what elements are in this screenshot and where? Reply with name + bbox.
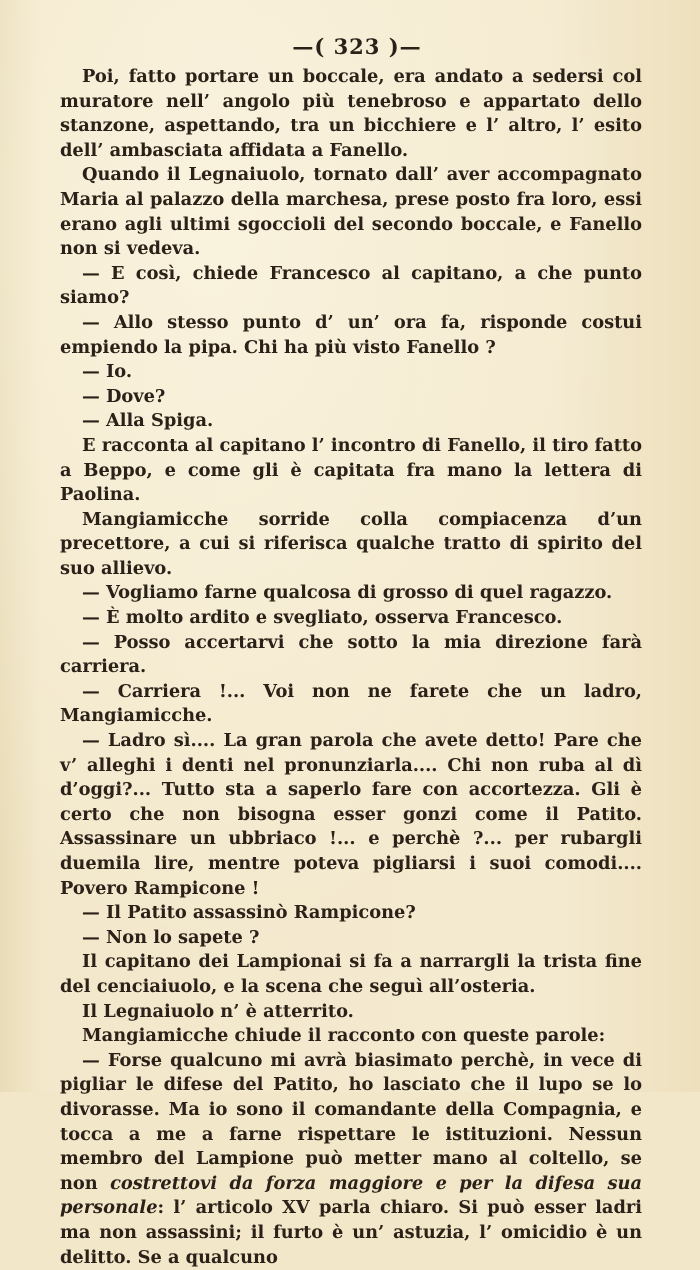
- paragraph: [60, 262, 642, 311]
- paragraph: [60, 409, 642, 434]
- text-segment: — Posso accertarvi che sotto la mia direzione farà carriera.: [60, 631, 642, 678]
- text-segment: — Allo stesso punto d’ un’ ora fa, risponde costui empiendo la pipa. Chi ha più visto Fanello ?: [60, 311, 642, 358]
- text-segment: : l’ articolo XV parla chiaro. Si può esser ladri ma non assassini; il furto è un’ astuzia, l’ omicidio è un delitto. Se a qualcuno: [60, 1197, 642, 1268]
- text-segment: — È molto ardito e svegliato, osserva Francesco.: [82, 607, 563, 629]
- paragraph: [60, 950, 642, 999]
- paragraph: [60, 729, 642, 901]
- text-segment: — Vogliamo farne qualcosa di grosso di quel ragazzo.: [82, 582, 613, 604]
- text-segment: Quando il Legnaiuolo, tornato dall’ aver accompagnato Maria al palazzo della marchesa, prese posto fra loro, essi erano agli ultimi sgoccioli del secondo boccale, e Fanello non si vedeva.: [60, 164, 642, 260]
- paragraph: [60, 434, 642, 508]
- text-segment: E racconta al capitano l’ incontro di Fanello, il tiro fatto a Beppo, e come gli è capitata fra mano la lettera di Paolina.: [60, 434, 642, 506]
- paragraph: [60, 606, 642, 631]
- paragraph: [60, 1000, 642, 1025]
- paragraph: [60, 65, 642, 163]
- text-segment: Mangiamicche sorride colla compiacenza d’un precettore, a cui si riferisca qualche tratto di spirito del suo allievo.: [60, 508, 642, 579]
- paragraph: [60, 163, 642, 261]
- paragraph: [60, 311, 642, 360]
- text-segment: — E così, chiede Francesco al capitano, a che punto siamo?: [60, 262, 642, 309]
- text-segment: — Il Patito assassinò Rampicone?: [82, 902, 416, 924]
- paragraph: [60, 581, 642, 606]
- text-segment: Poi, fatto portare un boccale, era andato a sedersi col muratore nell’ angolo più tenebroso e appartato dello stanzone, aspettando, tra un bicchiere e l’ altro, l’ esito dell’ ambasciata affidata a Fanello.: [60, 66, 642, 161]
- text-segment: — Non lo sapete ?: [82, 926, 260, 948]
- paragraph: [60, 631, 642, 680]
- text-segment: Mangiamicche chiude il racconto con queste parole:: [82, 1025, 606, 1047]
- paragraph: [60, 1049, 642, 1270]
- italic-text: costrettovi da forza maggiore e per la difesa sua personale: [60, 1172, 642, 1219]
- paragraph: [60, 1024, 642, 1049]
- text-segment: Il capitano dei Lampionai si fa a narrargli la trista fine del cenciaiuolo, e la scena che seguì all’osteria.: [60, 951, 642, 997]
- text-segment: — Carriera !... Voi non ne farete che un ladro, Mangiamicche.: [60, 680, 642, 727]
- text-segment: — Forse qualcuno mi avrà biasimato perchè, in vece di pigliar le difese del Patito, ho lasciato che il lupo se lo divorasse. Ma io sono il comandante della Compagnia, e tocca a me a farne rispettare le istituzioni. Nessun membro del Lampione può metter mano al coltello, se non: [60, 1049, 642, 1194]
- text-segment: — Io.: [82, 361, 133, 383]
- body-text: [60, 65, 642, 1270]
- text-segment: — Dove?: [82, 385, 166, 407]
- text-segment: Il Legnaiuolo n’ è atterrito.: [82, 1000, 354, 1022]
- paragraph: [60, 385, 642, 410]
- page-number: —( 323 )—: [292, 34, 422, 59]
- text-segment: — Ladro sì.... La gran parola che avete detto! Pare che v’ alleghi i denti nel pronunziarla.... Chi non ruba al dì d’oggi?... Tutto sta a saperlo fare con accortezza. Gli è certo che non bisogna esser gonzi come il Patito. Assassinare un ubbriaco !... e perchè ?... per rubargli duemila lire, mentre poteva pigliarsi i suoi comodi.... Povero Rampicone !: [60, 730, 642, 899]
- paragraph: [60, 901, 642, 926]
- text-segment: — Alla Spiga.: [82, 410, 214, 432]
- paragraph: [60, 508, 642, 582]
- paragraph: [60, 680, 642, 729]
- paragraph: [60, 926, 642, 951]
- paragraph: [60, 360, 642, 385]
